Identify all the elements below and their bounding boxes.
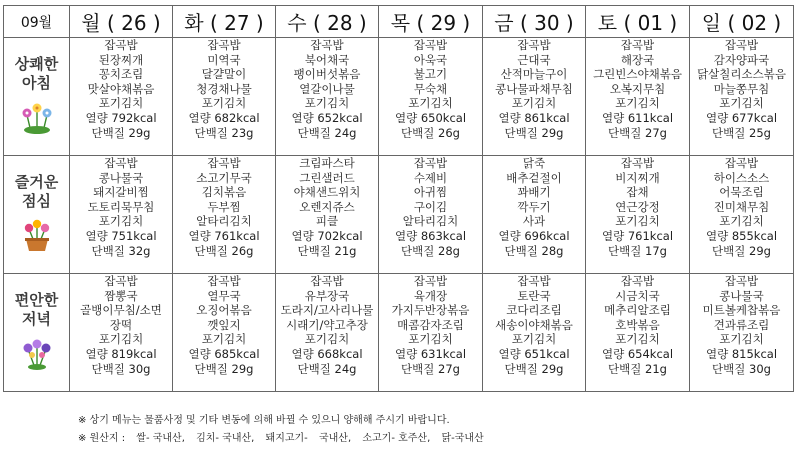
menu-item: 잡곡밥 (207, 38, 241, 52)
menu-item: 메추리알조림 (604, 303, 671, 318)
menu-item: 단백질 27g (401, 361, 460, 376)
meal-row (4, 274, 794, 392)
menu-item: 돼지갈비찜 (93, 185, 149, 200)
menu-item: 미역국 (207, 52, 241, 67)
weekly-menu-table (3, 5, 794, 392)
day-header-sat: 토 ( 01 ) (586, 6, 690, 38)
menu-item: 열량 751kcal (85, 228, 157, 243)
menu-cell-tue (173, 38, 276, 156)
menu-item: 소고기무국 (196, 170, 252, 185)
menu-item: 포기김치 (408, 332, 453, 347)
menu-item: 단백질 32g (91, 243, 151, 258)
menu-item: 달걀말이 (201, 67, 247, 82)
menu-item: 열량 650kcal (394, 110, 467, 125)
menu-item: 포기김치 (98, 214, 144, 229)
menu-item: 포기김치 (201, 332, 247, 347)
origin-kimchi: 김치- 국내산, (196, 433, 255, 444)
menu-item: 해장국 (620, 52, 655, 67)
menu-item: 근대국 (517, 52, 551, 67)
menu-item: 장떡 (109, 317, 133, 332)
menu-item: 포기김치 (201, 96, 247, 111)
menu-item: 잡곡밥 (207, 274, 241, 288)
menu-item: 포기김치 (511, 332, 557, 347)
menu-item: 단백질 26g (401, 125, 460, 140)
menu-item: 잡곡밥 (620, 38, 655, 52)
notes (78, 412, 492, 448)
day-header-mon: 월 ( 26 ) (70, 6, 173, 38)
menu-item: 열량 819kcal (85, 346, 157, 361)
menu-item: 포기김치 (615, 96, 660, 111)
day-header-sun: 일 ( 02 ) (690, 6, 794, 38)
menu-item: 잡곡밥 (724, 274, 759, 288)
menu-item: 콩나물국 (98, 170, 144, 185)
day-header-fri: 금 ( 30 ) (483, 6, 586, 38)
menu-item: 열량 611kcal (601, 110, 674, 125)
menu-item: 열량 861kcal (498, 110, 570, 125)
menu-cell-mon (70, 38, 173, 156)
menu-cell-sun (690, 156, 794, 274)
menu-item: 아귀찜 (413, 185, 448, 200)
menu-item: 도라지/고사리나물 (280, 303, 374, 318)
menu-item: 단백질 27g (608, 125, 667, 140)
menu-item: 배추겉절이 (506, 170, 562, 185)
menu-item: 잡곡밥 (413, 274, 448, 288)
origin-line (78, 430, 492, 448)
menu-item: 포기김치 (408, 96, 453, 111)
menu-item: 단백질 28g (504, 243, 564, 258)
menu-item: 단백질 29g (712, 243, 771, 258)
menu-item: 짬뽕국 (104, 288, 138, 303)
menu-item: 오렌지쥬스 (299, 199, 355, 214)
header-row (4, 6, 794, 38)
menu-item: 아욱국 (413, 52, 448, 67)
menu-item: 단백질 30g (712, 361, 771, 376)
menu-item: 잡곡밥 (724, 38, 759, 52)
menu-cell-thu (379, 38, 483, 156)
menu-item: 잡곡밥 (517, 274, 551, 288)
menu-item: 단백질 25g (712, 125, 771, 140)
menu-item: 단백질 21g (608, 361, 667, 376)
meal-label (4, 38, 70, 156)
meal-label (4, 274, 70, 392)
menu-item: 불고기 (413, 67, 448, 82)
origin-beef: 소고기- 호주산, (362, 433, 431, 444)
menu-item: 열량 815kcal (705, 346, 778, 361)
menu-item: 잡곡밥 (620, 274, 655, 288)
menu-item: 포기김치 (719, 332, 764, 347)
menu-item: 열량 668kcal (291, 346, 363, 361)
meal-label (4, 156, 70, 274)
day-header-wed: 수 ( 28 ) (276, 6, 379, 38)
menu-item: 열량 651kcal (498, 346, 570, 361)
menu-item: 잡곡밥 (310, 38, 344, 52)
menu-item: 가지두반장볶음 (391, 303, 470, 318)
menu-item: 마늘쫑무침 (713, 81, 770, 96)
menu-item: 단백질 29g (504, 361, 564, 376)
menu-item: 진미채무침 (713, 199, 770, 214)
meal-row (4, 38, 794, 156)
menu-cell-wed (276, 38, 379, 156)
menu-item: 토란국 (517, 288, 551, 303)
menu-item: 도토리묵무침 (87, 199, 155, 214)
menu-item: 구이김 (413, 199, 448, 214)
meal-name-line1: 즐거운 (14, 172, 59, 191)
menu-item: 야채샌드위치 (293, 185, 361, 200)
menu-item: 포기김치 (304, 332, 350, 347)
menu-cell-sun (690, 38, 794, 156)
menu-item: 맛살야채볶음 (87, 81, 155, 96)
menu-item: 오징어볶음 (196, 303, 252, 318)
menu-cell-tue (173, 156, 276, 274)
menu-item: 감자양파국 (713, 52, 770, 67)
menu-item: 잡곡밥 (413, 38, 448, 52)
menu-item: 된장찌개 (98, 52, 144, 67)
menu-item: 단백질 26g (194, 243, 254, 258)
menu-item: 시금치국 (615, 288, 660, 303)
menu-item: 꽁치조림 (98, 67, 144, 82)
menu-cell-thu (379, 274, 483, 392)
menu-cell-wed (276, 156, 379, 274)
menu-item: 깍두기 (517, 199, 551, 214)
flower-pot-icon (4, 217, 69, 257)
menu-item: 열량 652kcal (291, 110, 363, 125)
menu-item: 어묵조림 (719, 185, 764, 200)
menu-item: 산적마늘구이 (500, 67, 568, 82)
menu-item: 북어채국 (304, 52, 350, 67)
menu-cell-wed (276, 274, 379, 392)
menu-item: 잡곡밥 (517, 38, 551, 52)
menu-item: 포기김치 (719, 96, 764, 111)
menu-item: 미트볼케찹볶음 (702, 303, 781, 318)
menu-item: 열무국 (207, 288, 241, 303)
menu-item: 잡곡밥 (207, 156, 241, 170)
menu-item: 콩나물국 (719, 288, 764, 303)
menu-item: 단백질 24g (297, 125, 357, 140)
change-notice: ※ 상기 메뉴는 물품사정 및 기타 변동에 의해 바뀔 수 있으니 양해해 주시기 바랍니다. (78, 415, 450, 426)
meal-name-line1: 상쾌한 (14, 54, 59, 73)
menu-cell-thu (379, 156, 483, 274)
menu-item: 하이스소스 (713, 170, 770, 185)
menu-item: 잡곡밥 (104, 38, 138, 52)
menu-item: 사과 (522, 214, 546, 229)
menu-item: 골뱅이무침/소면 (80, 303, 162, 318)
meal-name-line2: 아침 (22, 73, 51, 92)
menu-item: 알타리김치 (196, 214, 252, 229)
menu-item: 깻잎지 (207, 317, 241, 332)
menu-item: 단백질 29g (194, 361, 254, 376)
menu-item: 포기김치 (98, 96, 144, 111)
meal-name-line1: 편안한 (14, 290, 59, 309)
menu-item: 새송이야채볶음 (495, 317, 573, 332)
menu-item: 청경채나물 (196, 81, 252, 96)
menu-item: 코다리조림 (506, 303, 562, 318)
menu-item: 잡곡밥 (310, 274, 344, 288)
menu-item: 수제비 (413, 170, 448, 185)
menu-item: 단백질 29g (504, 125, 564, 140)
menu-item: 오복지무침 (609, 81, 666, 96)
origin-pork: 돼지고기- (265, 433, 308, 444)
menu-item: 단백질 30g (91, 361, 151, 376)
menu-item: 무숙채 (413, 81, 448, 96)
menu-cell-sat (586, 156, 690, 274)
menu-item: 열량 702kcal (291, 228, 363, 243)
menu-item: 열량 761kcal (188, 228, 260, 243)
menu-item: 열량 682kcal (188, 110, 260, 125)
flowers-icon (4, 99, 69, 139)
menu-cell-sun (690, 274, 794, 392)
menu-item: 잡곡밥 (413, 156, 448, 170)
menu-item: 단백질 28g (401, 243, 460, 258)
meal-row (4, 156, 794, 274)
menu-item: 유부장국 (304, 288, 350, 303)
origin-label: ※ 원산지 : (78, 433, 126, 444)
menu-item: 비지찌개 (615, 170, 660, 185)
menu-cell-sat (586, 274, 690, 392)
menu-item: 크림파스타 (299, 156, 355, 170)
day-header-thu: 목 ( 29 ) (379, 6, 483, 38)
menu-item: 단백질 17g (608, 243, 667, 258)
menu-cell-fri (483, 156, 586, 274)
menu-item: 열량 685kcal (188, 346, 260, 361)
menu-item: 닭살칠리소스볶음 (697, 67, 786, 82)
menu-item: 열량 677kcal (705, 110, 778, 125)
menu-item: 포기김치 (304, 96, 350, 111)
menu-item: 단백질 24g (297, 361, 357, 376)
menu-item: 잡채 (626, 185, 649, 200)
menu-cell-fri (483, 38, 586, 156)
menu-item: 포기김치 (98, 332, 144, 347)
menu-item: 단백질 21g (297, 243, 357, 258)
origin-rice: 쌀- 국내산, (136, 433, 185, 444)
menu-item: 잡곡밥 (104, 274, 138, 288)
menu-item: 단백질 23g (194, 125, 254, 140)
menu-item: 잡곡밥 (104, 156, 138, 170)
menu-cell-tue (173, 274, 276, 392)
menu-item: 단백질 29g (91, 125, 151, 140)
menu-item: 두부찜 (207, 199, 241, 214)
menu-item: 닭죽 (522, 156, 546, 170)
origin-pork-country: 국내산, (318, 433, 352, 444)
menu-item: 호박볶음 (615, 317, 660, 332)
menu-item: 팽이버섯볶음 (293, 67, 361, 82)
menu-item: 포기김치 (719, 214, 764, 229)
menu-item: 포기김치 (615, 332, 660, 347)
menu-item: 잡곡밥 (620, 156, 655, 170)
menu-item: 김치볶음 (201, 185, 247, 200)
menu-item: 꽈배기 (517, 185, 551, 200)
menu-item: 열량 863kcal (394, 228, 467, 243)
meal-name-line2: 점심 (22, 191, 51, 210)
menu-cell-mon (70, 156, 173, 274)
menu-item: 매콤감자조림 (397, 317, 464, 332)
month-header: 09월 (4, 6, 70, 38)
origin-chicken: 닭-국내산 (441, 433, 484, 444)
menu-item: 그린샐러드 (299, 170, 355, 185)
menu-item: 열갈이나물 (299, 81, 355, 96)
flower-bunch-icon (4, 335, 69, 375)
menu-item: 열량 654kcal (601, 346, 674, 361)
menu-cell-sat (586, 38, 690, 156)
menu-cell-fri (483, 274, 586, 392)
meal-name-line2: 저녁 (22, 309, 51, 328)
menu-item: 포기김치 (511, 96, 557, 111)
menu-item: 잡곡밥 (724, 156, 759, 170)
menu-item: 포기김치 (615, 214, 660, 229)
menu-cell-mon (70, 274, 173, 392)
menu-item: 연근강정 (615, 199, 660, 214)
menu-item: 육개장 (413, 288, 448, 303)
menu-item: 열량 761kcal (601, 228, 674, 243)
menu-item: 피클 (315, 214, 339, 229)
menu-item: 알타리김치 (402, 214, 459, 229)
menu-item: 열량 631kcal (394, 346, 467, 361)
menu-item: 열량 696kcal (498, 228, 570, 243)
day-header-tue: 화 ( 27 ) (173, 6, 276, 38)
menu-item: 견과류조림 (713, 317, 770, 332)
menu-item: 그린빈스야채볶음 (593, 67, 682, 82)
menu-item: 열량 855kcal (705, 228, 778, 243)
menu-item: 열량 792kcal (85, 110, 157, 125)
menu-item: 콩나물파채무침 (495, 81, 573, 96)
menu-item: 시래기/약고추장 (286, 317, 368, 332)
